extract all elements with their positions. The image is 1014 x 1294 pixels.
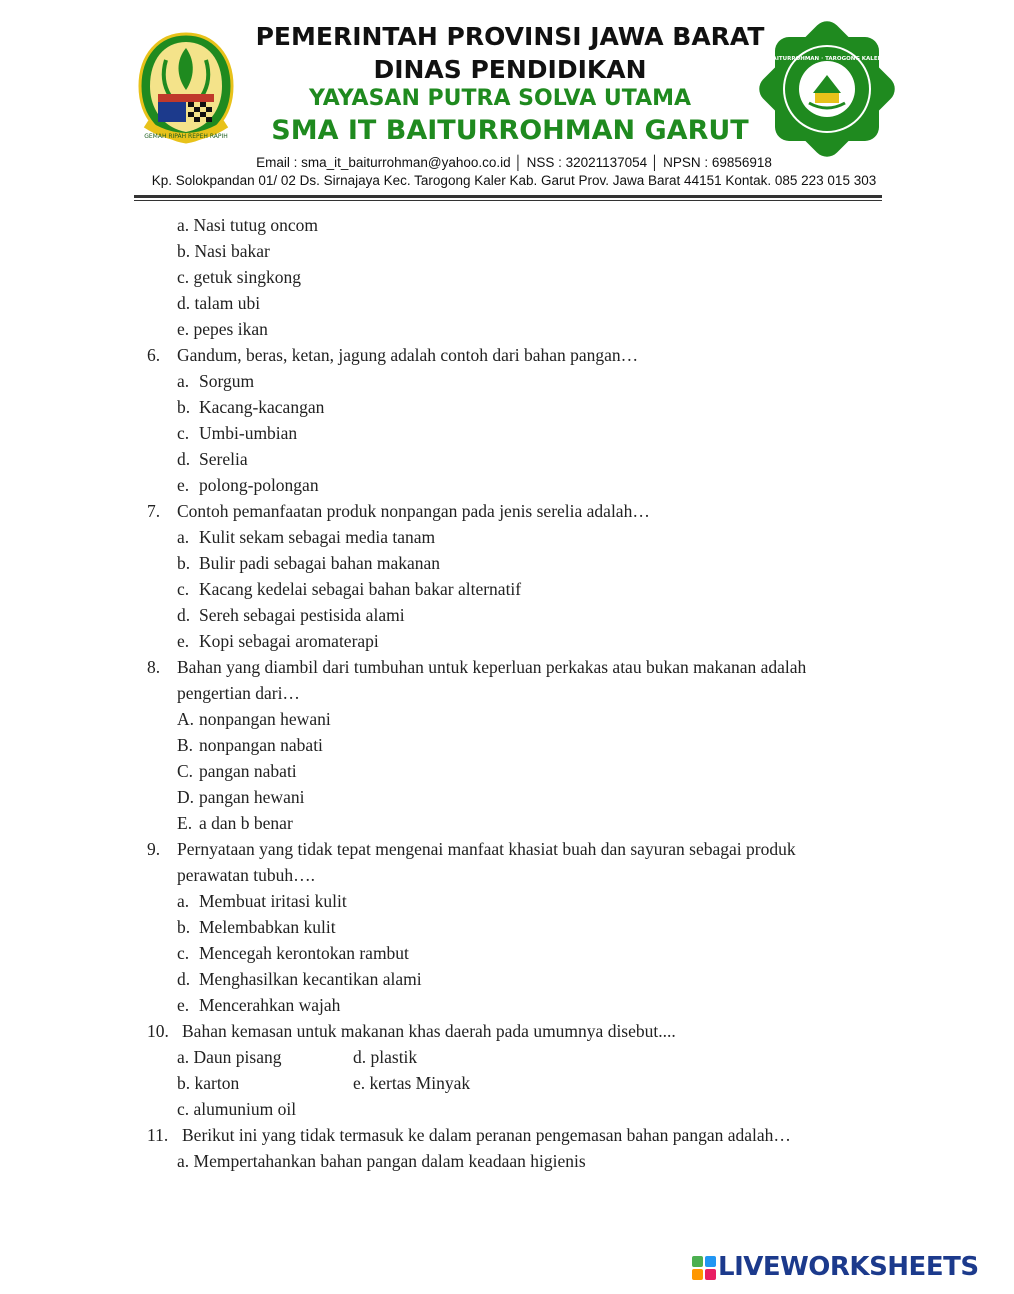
q5-option-c: c. getuk singkong	[177, 267, 301, 287]
q7-text: Contoh pemanfaatan produk nonpangan pada jenis serelia adalah…	[177, 501, 650, 521]
q9-option-b: Melembabkan kulit	[199, 917, 336, 937]
q6-option-c: Umbi-umbian	[199, 423, 298, 443]
q6-number: 6.	[147, 345, 161, 365]
q9-text-line2: perawatan tubuh….	[177, 865, 316, 885]
header-contact-address: Kp. Solokpandan 01/ 02 Ds. Sirnajaya Kec. Tarogong Kaler Kab. Garut Prov. Jawa Barat 44151 Kontak. 085 223 015 303	[151, 173, 877, 188]
header-foundation: YAYASAN PUTRA SOLVA UTAMA	[308, 86, 692, 111]
q5-option-d: d. talam ubi	[177, 293, 261, 313]
q9-text-line1: Pernyataan yang tidak tepat mengenai manfaat khasiat buah dan sayuran sebagai produk	[177, 839, 796, 859]
q9-option-e: Mencerahkan wajah	[199, 995, 341, 1015]
q7-option-e: Kopi sebagai aromaterapi	[199, 631, 379, 651]
q9-option-d-letter: d.	[177, 969, 191, 989]
svg-text:GEMAH RIPAH REPEH RAPIH: GEMAH RIPAH REPEH RAPIH	[144, 133, 228, 140]
q7-option-c: Kacang kedelai sebagai bahan bakar alternatif	[199, 579, 522, 599]
q8-text-line2: pengertian dari…	[177, 683, 300, 703]
q8-option-c: pangan nabati	[199, 761, 297, 781]
q6-option-d: Serelia	[199, 449, 248, 469]
q9-option-d: Menghasilkan kecantikan alami	[199, 969, 422, 989]
liveworksheets-brand[interactable]: LIVEWORKSHEETS	[718, 1252, 979, 1282]
q5-option-e: e. pepes ikan	[177, 319, 268, 339]
q8-text-line1: Bahan yang diambil dari tumbuhan untuk keperluan perkakas atau bukan makanan adalah	[177, 657, 807, 677]
q6-option-a: Sorgum	[199, 371, 255, 391]
q10-option-a: a. Daun pisang	[177, 1047, 282, 1067]
q8-number: 8.	[147, 657, 161, 677]
header-divider-thick	[134, 195, 882, 198]
header-contact-email: Email : sma_it_baiturrohman@yahoo.co.id │ NSS : 32021137054 │ NPSN : 69856918	[256, 155, 772, 170]
q9-option-a-letter: a.	[177, 891, 190, 911]
q7-option-d-letter: d.	[177, 605, 191, 625]
q8-option-d: pangan hewani	[199, 787, 305, 807]
q9-option-c: Mencegah kerontokan rambut	[199, 943, 409, 963]
q7-option-b: Bulir padi sebagai bahan makanan	[199, 553, 441, 573]
q10-number: 10.	[147, 1021, 169, 1041]
q8-option-e: a dan b benar	[199, 813, 293, 833]
q11-option-a: a. Mempertahankan bahan pangan dalam keadaan higienis	[177, 1151, 586, 1171]
q6-option-b-letter: b.	[177, 397, 191, 417]
q10-text: Bahan kemasan untuk makanan khas daerah pada umumnya disebut....	[182, 1021, 676, 1041]
q6-option-a-letter: a.	[177, 371, 190, 391]
q10-option-c: c. alumunium oil	[177, 1099, 297, 1119]
q8-option-c-letter: C.	[177, 761, 194, 781]
q6-option-e: polong-polongan	[199, 475, 319, 495]
q11-text: Berikut ini yang tidak termasuk ke dalam peranan pengemasan bahan pangan adalah…	[182, 1125, 791, 1145]
svg-text:SMA IT BAITURROHMAN · TAROGONG: SMA IT BAITURROHMAN · TAROGONG KALER · GARUT	[745, 56, 909, 62]
q9-option-e-letter: e.	[177, 995, 190, 1015]
q8-option-a: nonpangan hewani	[199, 709, 331, 729]
q11-number: 11.	[147, 1125, 169, 1145]
q10-option-e: e. kertas Minyak	[353, 1073, 471, 1093]
q6-option-b: Kacang-kacangan	[199, 397, 325, 417]
q7-option-a: Kulit sekam sebagai media tanam	[199, 527, 436, 547]
q8-option-b: nonpangan nabati	[199, 735, 323, 755]
q10-option-d: d. plastik	[353, 1047, 418, 1067]
q7-option-e-letter: e.	[177, 631, 190, 651]
q7-option-b-letter: b.	[177, 553, 191, 573]
q6-text: Gandum, beras, ketan, jagung adalah contoh dari bahan pangan…	[177, 345, 639, 365]
q6-option-e-letter: e.	[177, 475, 190, 495]
q5-option-a: a. Nasi tutug oncom	[177, 215, 318, 235]
q9-option-c-letter: c.	[177, 943, 190, 963]
q6-option-d-letter: d.	[177, 449, 191, 469]
q8-option-d-letter: D.	[177, 787, 195, 807]
q7-option-d: Sereh sebagai pestisida alami	[199, 605, 405, 625]
q8-option-b-letter: B.	[177, 735, 194, 755]
q7-option-a-letter: a.	[177, 527, 190, 547]
header-government: PEMERINTAH PROVINSI JAWA BARAT	[255, 22, 765, 51]
q10-option-b: b. karton	[177, 1073, 240, 1093]
q7-option-c-letter: c.	[177, 579, 190, 599]
q9-option-a: Membuat iritasi kulit	[199, 891, 347, 911]
q9-number: 9.	[147, 839, 161, 859]
q5-option-b: b. Nasi bakar	[177, 241, 270, 261]
header-school-name: SMA IT BAITURROHMAN GARUT	[271, 115, 749, 146]
header-divider-thin	[134, 200, 882, 201]
q8-option-a-letter: A.	[177, 709, 195, 729]
header-department: DINAS PENDIDIKAN	[373, 55, 647, 84]
q8-option-e-letter: E.	[177, 813, 193, 833]
q9-option-b-letter: b.	[177, 917, 191, 937]
liveworksheets-logo-icon	[692, 1256, 718, 1285]
q7-number: 7.	[147, 501, 161, 521]
q6-option-c-letter: c.	[177, 423, 190, 443]
